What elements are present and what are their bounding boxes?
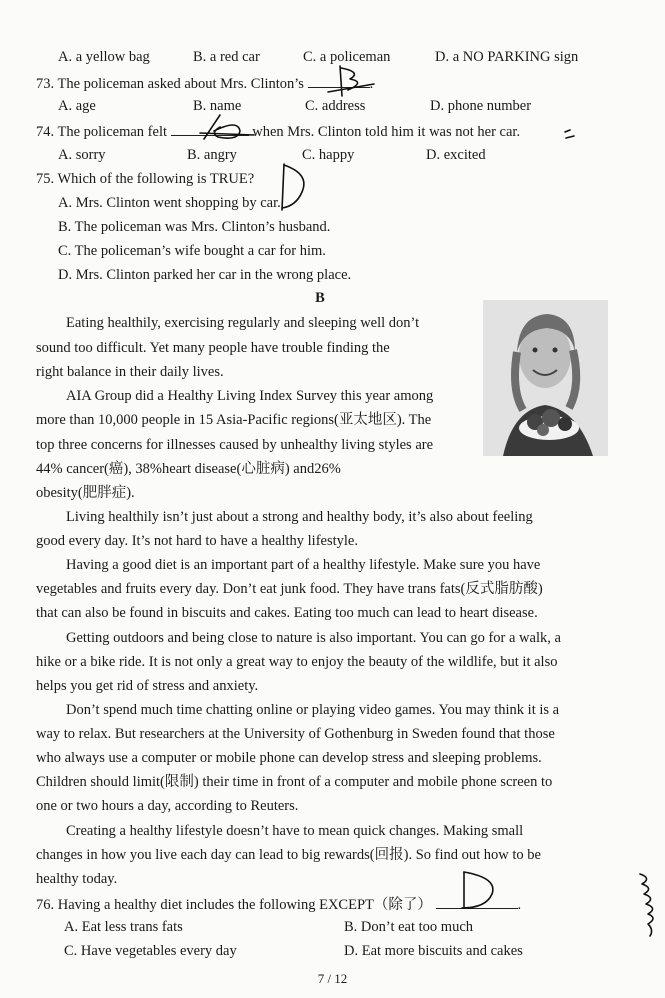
page-number: 7 / 12 — [317, 971, 348, 986]
q72-option-c: C. a policeman — [303, 49, 391, 65]
q72-option-d: D. a NO PARKING sign — [435, 49, 579, 65]
passage-line: sound too difficult. Yet many people have trouble finding the — [36, 340, 390, 356]
passage-line: hike or a bike ride. It is not only a great way to enjoy the beauty of the wildlife, but it also — [36, 654, 558, 670]
section-b-heading: B — [315, 290, 325, 306]
passage-line: right balance in their daily lives. — [36, 364, 224, 380]
q73-answer-blank[interactable] — [308, 73, 370, 88]
q76-option-b: B. Don’t eat too much — [344, 919, 474, 935]
passage-line: good every day. It’s not hard to have a healthy lifestyle. — [36, 533, 358, 549]
pen-scribble-mark — [632, 870, 662, 940]
q72-option-b: B. a red car — [193, 49, 260, 65]
question-73 — [36, 73, 373, 93]
q73-stem-end: . — [369, 76, 374, 92]
passage-line: healthy today. — [36, 871, 118, 887]
passage-line: Having a good diet is an important part of a healthy lifestyle. Make sure you have — [66, 557, 541, 573]
passage-line: Eating healthily, exercising regularly and sleeping well don’t — [66, 315, 420, 331]
q73-option-c: C. address — [305, 98, 366, 114]
woman-with-fruit-photo — [483, 300, 608, 456]
passage-line: Creating a healthy lifestyle doesn’t have to mean quick changes. Making small — [66, 823, 524, 839]
q76-answer-blank[interactable] — [436, 894, 518, 909]
q75-stem: 75. Which of the following is TRUE? — [36, 171, 255, 187]
q76-stem-end: . — [517, 897, 522, 913]
passage-line: one or two hours a day, according to Reuters. — [36, 798, 299, 814]
question-74 — [36, 121, 520, 141]
q73-option-a: A. age — [58, 98, 96, 114]
q74-stem-end: when Mrs. Clinton told him it was not her car. — [252, 124, 521, 140]
q74-option-d: D. excited — [426, 147, 486, 163]
q75-option-c: C. The policeman’s wife bought a car for him. — [58, 243, 326, 259]
passage-line: AIA Group did a Healthy Living Index Survey this year among — [66, 388, 434, 404]
passage-line: changes in how you live each day can lead to big rewards(回报). So find out how to be — [36, 847, 541, 863]
passage-line: Getting outdoors and being close to nature is also important. You can go for a walk, a — [66, 630, 561, 646]
passage-line: obesity(肥胖症). — [36, 485, 135, 501]
passage-line: Don’t spend much time chatting online or playing video games. You may think it is a — [66, 702, 560, 718]
q76-option-d: D. Eat more biscuits and cakes — [344, 943, 523, 959]
stray-mark — [562, 126, 578, 142]
passage-line: helps you get rid of stress and anxiety. — [36, 678, 259, 694]
passage-line: vegetables and fruits every day. Don’t eat junk food. They have trans fats(反式脂肪酸) — [36, 581, 543, 597]
passage-line: Children should limit(限制) their time in front of a computer and mobile phone screen to — [36, 774, 553, 790]
q74-option-a: A. sorry — [58, 147, 106, 163]
q75-option-d: D. Mrs. Clinton parked her car in the wrong place. — [58, 267, 352, 283]
q76-stem: 76. Having a healthy diet includes the following EXCEPT（除了） — [36, 897, 432, 913]
q76-option-c: C. Have vegetables every day — [64, 943, 237, 959]
passage-line: top three concerns for illnesses caused by unhealthy living styles are — [36, 437, 434, 453]
passage-line: more than 10,000 people in 15 Asia-Pacific regions(亚太地区). The — [36, 412, 432, 428]
passage-line: Living healthily isn’t just about a strong and healthy body, it’s also about feeling — [66, 509, 533, 525]
passage-line: that can also be found in biscuits and cakes. Eating too much can lead to heart disease. — [36, 605, 538, 621]
passage-line: way to relax. But researchers at the University of Gothenburg in Sweden found that those — [36, 726, 555, 742]
q73-option-d: D. phone number — [430, 98, 532, 114]
q74-answer-blank[interactable] — [171, 121, 249, 136]
passage-line: who always use a computer or mobile phone can develop stress and sleeping problems. — [36, 750, 542, 766]
q74-option-b: B. angry — [187, 147, 237, 163]
q75-option-b: B. The policeman was Mrs. Clinton’s husband. — [58, 219, 331, 235]
q74-stem: 74. The policeman felt — [36, 124, 167, 140]
question-75 — [36, 170, 254, 188]
passage-line: 44% cancer(癌), 38%heart disease(心脏病) and26% — [36, 461, 341, 477]
question-76 — [36, 894, 521, 914]
q75-option-a: A. Mrs. Clinton went shopping by car. — [58, 195, 281, 211]
q74-option-c: C. happy — [302, 147, 355, 163]
q73-option-b: B. name — [193, 98, 242, 114]
q72-option-a: A. a yellow bag — [58, 49, 150, 65]
q73-stem: 73. The policeman asked about Mrs. Clinton’s — [36, 76, 304, 92]
q76-option-a: A. Eat less trans fats — [64, 919, 183, 935]
